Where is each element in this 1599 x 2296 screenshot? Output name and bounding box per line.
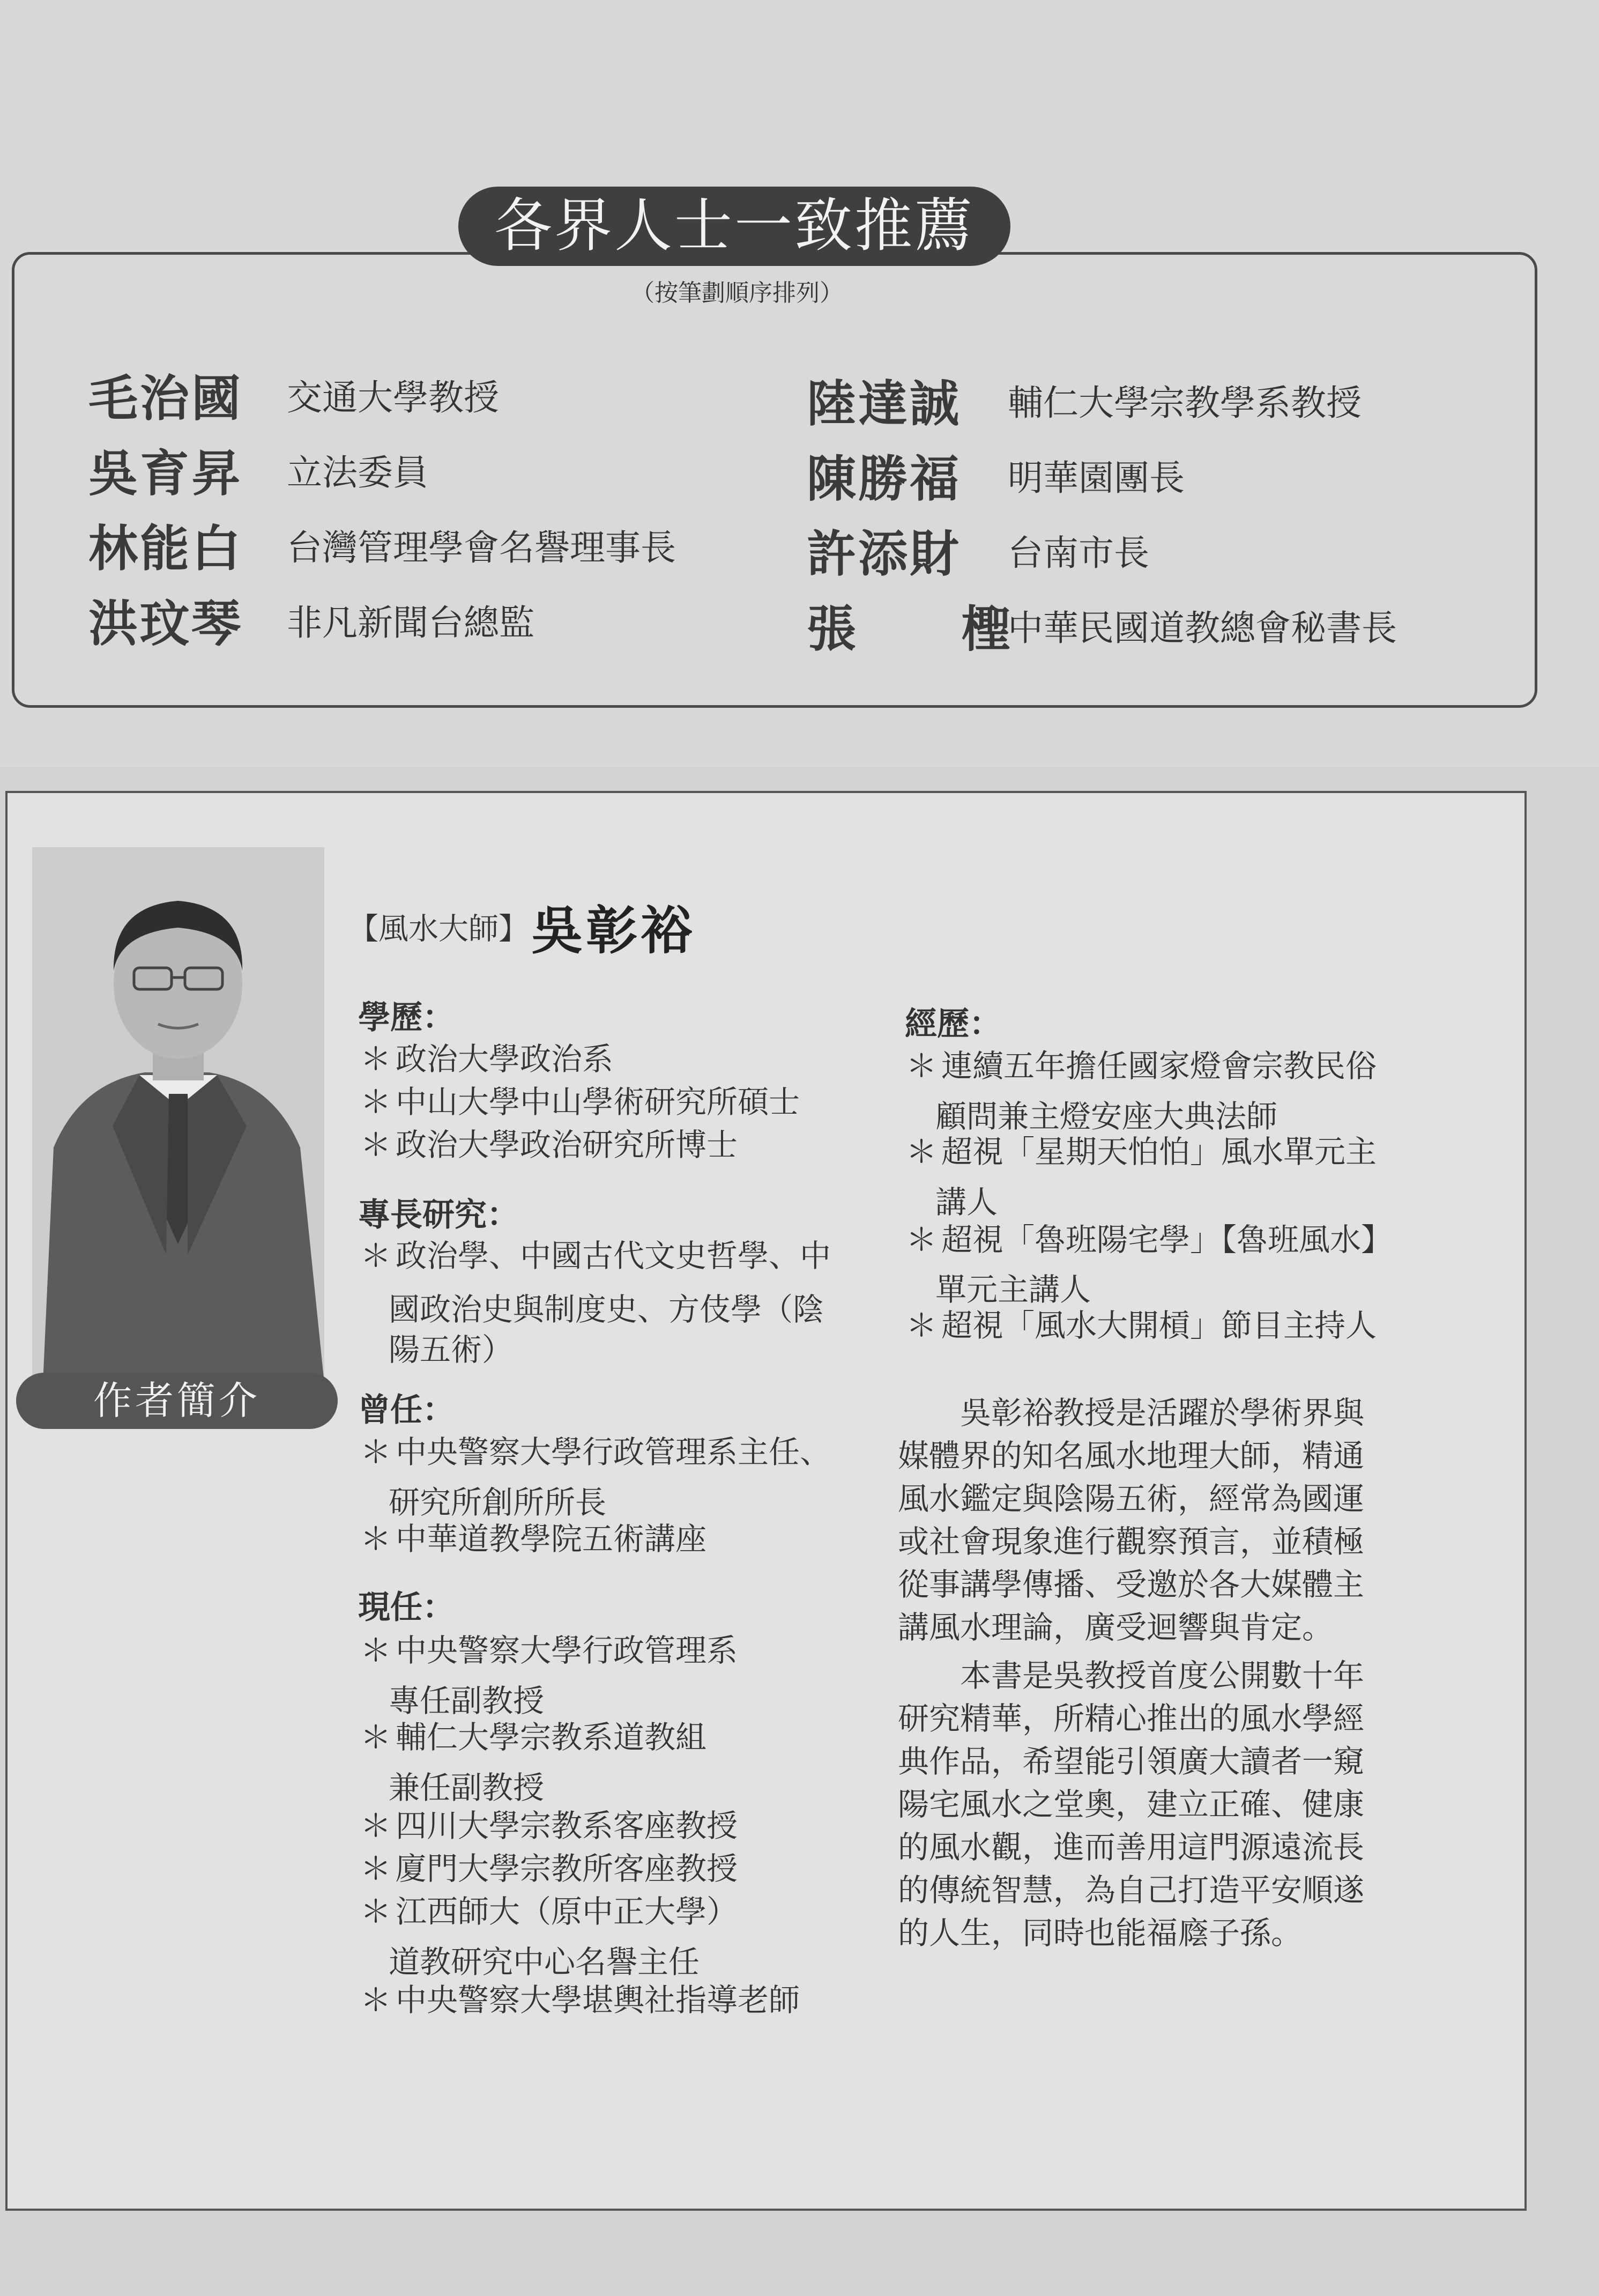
recommender-title: 明華園團長 [1008,457,1185,499]
bio-line: 講風水理論，廣受迴響與肯定。 [898,1609,1334,1646]
recommender-title: 交通大學教授 [287,377,499,418]
bio-line: 典作品，希望能引領廣大讀者一窺 [898,1743,1365,1780]
recommend-title: 各界人士一致推薦 [458,187,1010,266]
bio-line: 的傳統智慧，為自己打造平安順遂 [898,1872,1365,1908]
current-item: ＊ 廈門大學宗教所客座教授 [360,1850,738,1887]
author-tag: 【風水大師】 [348,912,529,947]
experience-heading: 經歷： [905,1005,1001,1043]
current-item: ＊ 中央警察大學堪輿社指導老師 [360,1982,800,2018]
experience-item: ＊ 超視「星期天怕怕」風水單元主 [906,1134,1377,1170]
experience-item: ＊ 超視「風水大開槓」節目主持人 [906,1307,1377,1344]
education-heading: 學歷： [358,999,455,1036]
current-heading: 現任： [358,1589,455,1626]
bio-line: 或社會現象進行觀察預言，並積極 [898,1523,1365,1560]
recommender-name: 林能白 [88,520,243,577]
education-item: ＊ 政治大學政治系 [360,1041,614,1077]
experience-item-cont: 講人 [935,1184,998,1220]
bio-line: 吳彰裕教授是活躍於學術界與 [898,1395,1365,1431]
experience-item-cont: 顧問兼主燈安座大典法師 [935,1098,1278,1135]
recommender-title: 非凡新聞台總監 [287,602,534,643]
expertise-line: 陽五術） [389,1331,514,1368]
bio-line: 本書是吳教授首度公開數十年 [898,1657,1365,1694]
bio-line: 從事講學傳播、受邀於各大媒體主 [898,1566,1365,1603]
current-item-cont: 專任副教授 [389,1683,545,1719]
former-heading: 曾任： [358,1391,455,1429]
recommender-title: 中華民國道教總會秘書長 [1008,608,1397,649]
current-item: ＊ 中央警察大學行政管理系 [360,1632,738,1669]
bio-line: 研究精華，所精心推出的風水學經 [898,1700,1365,1737]
recommender-title: 立法委員 [287,452,428,493]
current-item-cont: 兼任副教授 [389,1769,545,1806]
current-item: ＊ 四川大學宗教系客座教授 [360,1808,738,1844]
recommender-name: 吳育昇 [88,445,243,502]
current-item-cont: 道教研究中心名譽主任 [389,1944,700,1980]
bio-line: 媒體界的知名風水地理大師，精通 [898,1438,1365,1474]
recommender-name: 許添財 [807,525,962,583]
former-item: ＊ 中華道教學院五術講座 [360,1521,707,1557]
recommender-title: 輔仁大學宗教學系教授 [1008,382,1362,424]
expertise-heading: 專長研究： [358,1196,519,1234]
recommend-subtitle: （按筆劃順序排列） [631,279,843,307]
expertise-line: ＊ 政治學、中國古代文史哲學、中 [360,1238,831,1274]
recommender-title: 台南市長 [1008,532,1149,574]
bio-line: 的人生，同時也能福廕子孫。 [898,1915,1303,1951]
bio-line: 的風水觀，進而善用這門源遠流長 [898,1829,1365,1865]
recommender-name: 洪玟琴 [88,595,243,653]
former-item-cont: 研究所創所所長 [389,1484,607,1521]
author-portrait-icon [32,847,324,1383]
bio-line: 風水鑑定與陰陽五術，經常為國運 [898,1480,1365,1517]
expertise-line: 國政治史與制度史、方伎學（陰 [389,1291,824,1328]
experience-item: ＊ 連續五年擔任國家燈會宗教民俗 [906,1048,1377,1084]
education-item: ＊ 中山大學中山學術研究所碩士 [360,1084,800,1120]
education-item: ＊ 政治大學政治研究所博士 [360,1127,738,1163]
recommender-name: 陸達誠 [807,375,962,433]
author-photo [32,847,324,1383]
author-header [348,890,695,964]
current-item: ＊ 江西師大（原中正大學） [360,1893,738,1930]
author-name: 吳彰裕 [531,900,696,961]
recommender-name: 毛治國 [88,370,243,427]
experience-item: ＊ 超視「魯班陽宅學」【魯班風水】 [906,1221,1393,1258]
author-intro-tab: 作者簡介 [16,1373,338,1429]
current-item: ＊ 輔仁大學宗教系道教組 [360,1719,707,1756]
recommender-title: 台灣管理學會名譽理事長 [287,527,676,568]
experience-item-cont: 單元主講人 [935,1271,1091,1308]
recommender-name: 陳勝福 [807,450,962,508]
bio-line: 陽宅風水之堂奧，建立正確、健康 [898,1786,1365,1823]
recommender-name: 張 檉 [807,601,1013,658]
former-item: ＊ 中央警察大學行政管理系主任、 [360,1434,831,1470]
